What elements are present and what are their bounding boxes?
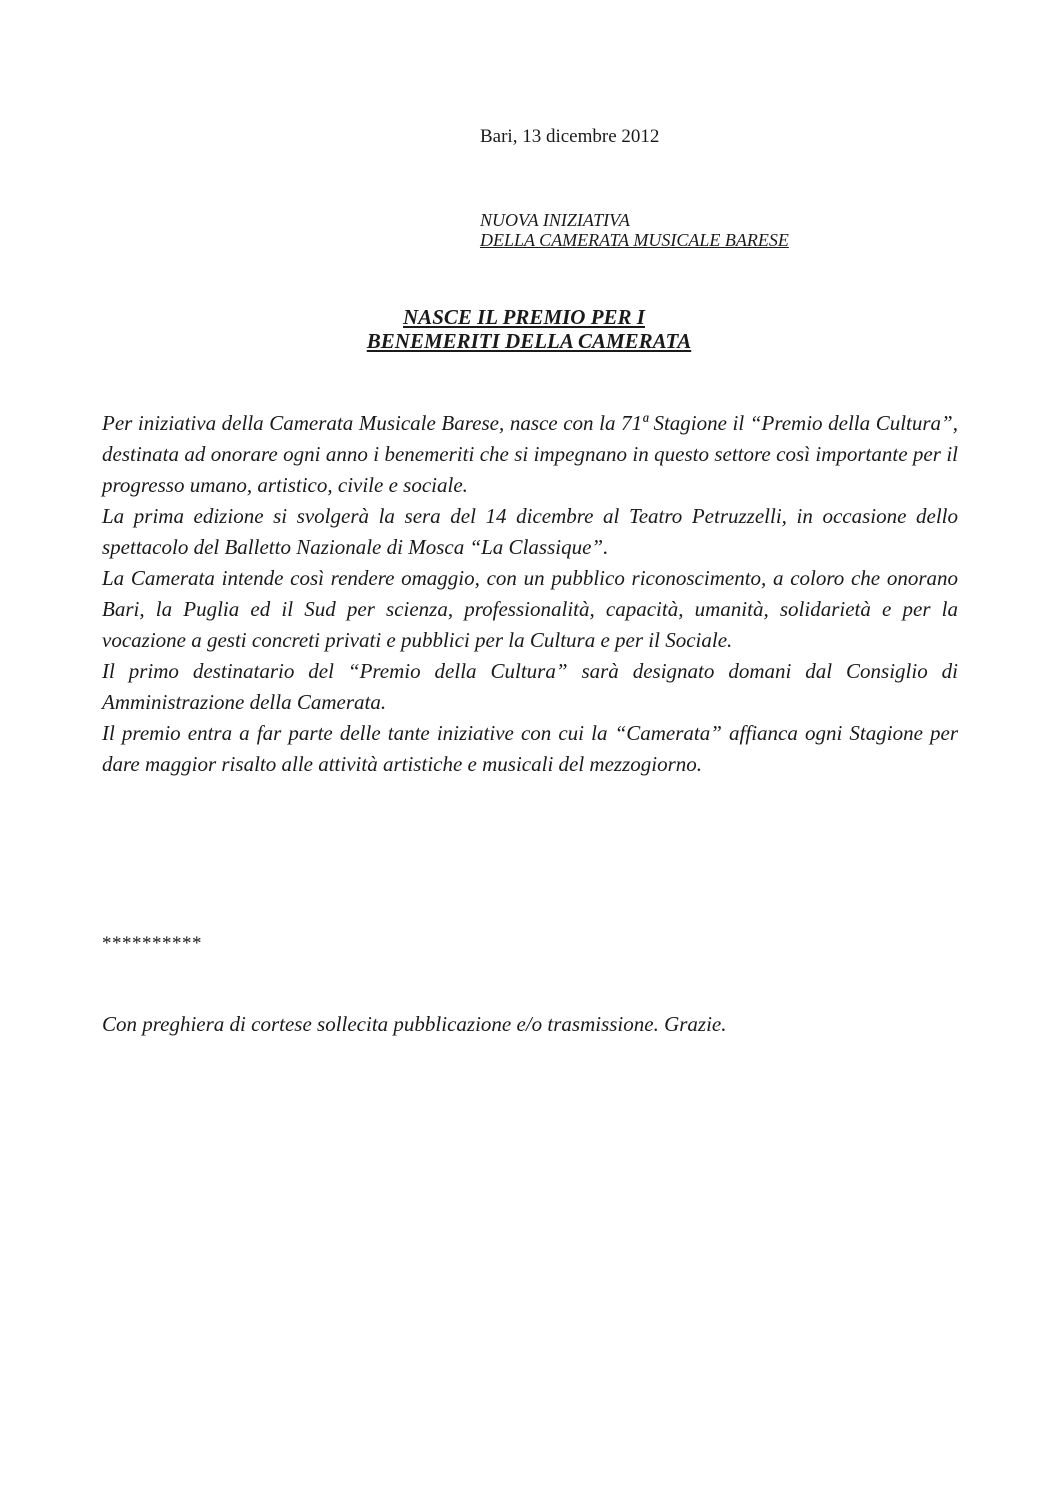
paragraph-4: Il primo destinatario del “Premio della Cultura” sarà designato domani dal Consiglio di Amministrazione della Camerata. bbox=[102, 659, 958, 714]
paragraph-3: La Camerata intende così rendere omaggio, con un pubblico riconoscimento, a coloro che onorano Bari, la Puglia ed il Sud per scienza, professionalità, capacità, umanità, solidarietà e per la vocazione a gesti concreti privati e pubblici per la Cultura e per il Sociale. bbox=[102, 566, 958, 652]
document-title bbox=[0, 305, 1058, 353]
header-line-1: NUOVA INIZIATIVA bbox=[480, 210, 630, 230]
document-date: Bari, 13 dicembre 2012 bbox=[480, 126, 660, 147]
header-line-2: DELLA CAMERATA MUSICALE BARESE bbox=[480, 230, 789, 250]
header-block bbox=[480, 210, 789, 250]
title-line-2: BENEMERITI DELLA CAMERATA bbox=[366, 329, 692, 353]
title-line-1: NASCE IL PREMIO PER I bbox=[403, 305, 645, 329]
paragraph-2: La prima edizione si svolgerà la sera del 14 dicembre al Teatro Petruzzelli, in occasione dello spettacolo del Balletto Nazionale di Mosca “La Classique”. bbox=[102, 504, 958, 559]
body-text bbox=[102, 408, 958, 780]
paragraph-5: Il premio entra a far parte delle tante iniziative con cui la “Camerata” affianca ogni Stagione per dare maggior risalto alle attività artistiche e musicali del mezzogiorno. bbox=[102, 721, 958, 776]
separator: ********** bbox=[102, 933, 202, 954]
closing-note: Con preghiera di cortese sollecita pubblicazione e/o trasmissione. Grazie. bbox=[102, 1012, 727, 1036]
paragraph-1: Per iniziativa della Camerata Musicale Barese, nasce con la 71ª Stagione il “Premio della Cultura”, destinata ad onorare ogni anno i benemeriti che si impegnano in questo settore così importante per il progresso umano, artistico, civile e sociale. bbox=[102, 411, 958, 497]
